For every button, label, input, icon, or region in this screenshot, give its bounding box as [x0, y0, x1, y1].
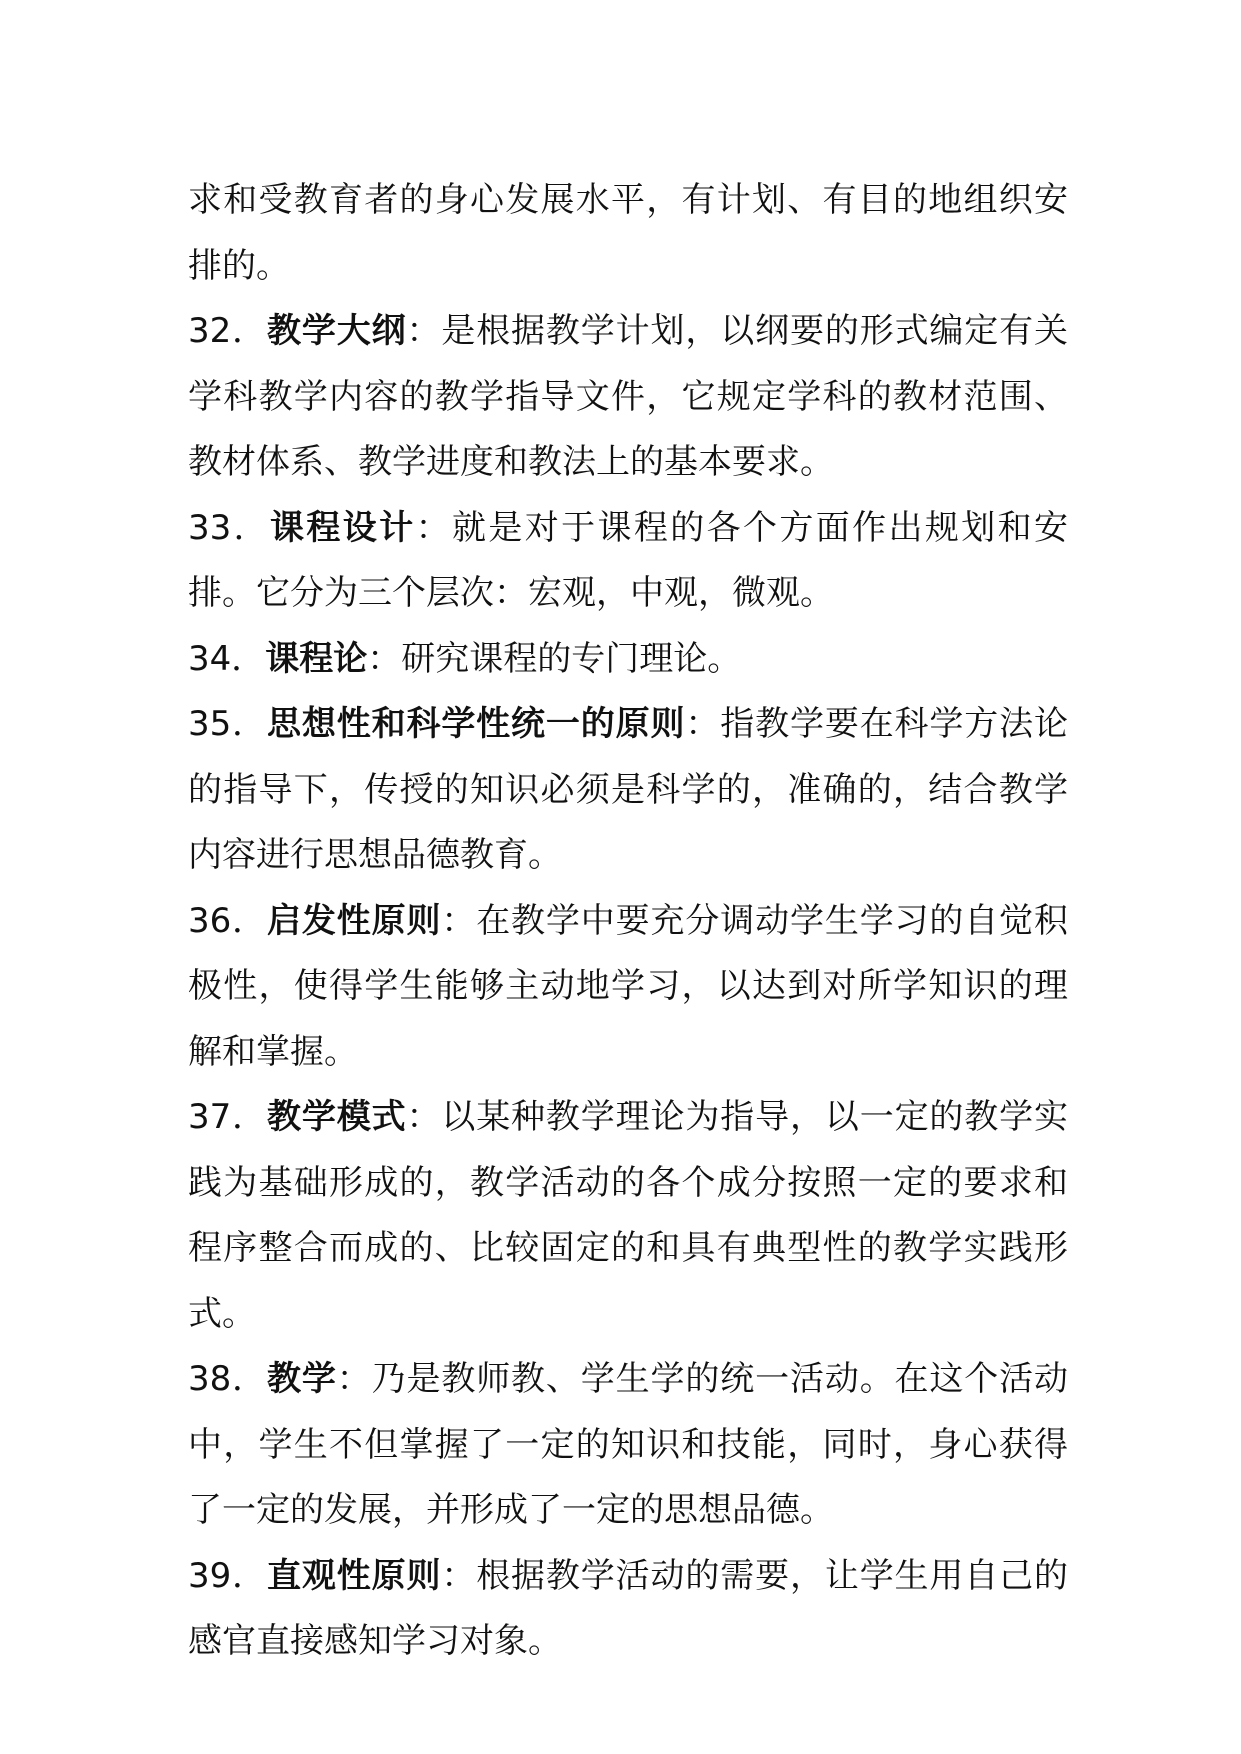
entry-text: ：就是对于课程的各个方面作出规划和安排。它分为三个层次：宏观，中观，微观。: [188, 507, 1069, 613]
entry-text: ：在教学中要充分调动学生学习的自觉积极性，使得学生能够主动地学习，以达到对所学知识的理解和掌握。: [188, 900, 1069, 1072]
paragraph-entry-37: [188, 1085, 1068, 1347]
entry-term: 课程论: [265, 638, 368, 679]
entry-term: 思想性和科学性统一的原则: [267, 704, 686, 744]
paragraph-entry-38: [188, 1347, 1068, 1544]
entry-number: 37．: [188, 1097, 267, 1137]
entry-number: 39．: [188, 1555, 267, 1596]
entry-number: 35．: [188, 704, 267, 744]
entry-number: 34．: [188, 638, 266, 679]
entry-term: 教学大纲: [267, 311, 407, 351]
entry-text: ：研究课程的专门理论。: [367, 638, 742, 679]
paragraph-entry-32: [188, 299, 1068, 496]
entry-text: ：乃是教师教、学生学的统一活动。在这个活动中，学生不但掌握了一定的知识和技能，同时，身心获得了一定的发展，并形成了一定的思想品德。: [188, 1359, 1069, 1530]
entry-term: 课程设计: [270, 507, 416, 548]
entry-number: 36．: [188, 900, 267, 941]
entry-term: 直观性原则: [267, 1555, 442, 1596]
document-body: [188, 168, 1068, 1675]
paragraph-continuation: [188, 168, 1068, 299]
paragraph-entry-34: [188, 627, 1068, 693]
paragraph-entry-35: [188, 692, 1068, 889]
entry-term: 启发性原则: [267, 900, 442, 941]
entry-term: 教学: [267, 1359, 337, 1399]
paragraph-entry-39: [188, 1544, 1068, 1675]
entry-number: 33．: [188, 507, 271, 548]
entry-text: ：是根据教学计划，以纲要的形式编定有关学科教学内容的教学指导文件，它规定学科的教材范围、教材体系、教学进度和教法上的基本要求。: [188, 311, 1069, 482]
paragraph-entry-33: [188, 496, 1068, 627]
entry-number: 32．: [188, 311, 267, 351]
entry-text: ：根据教学活动的需要，让学生用自己的感官直接感知学习对象。: [188, 1555, 1069, 1661]
entry-number: 38．: [188, 1359, 267, 1399]
entry-text: ：以某种教学理论为指导，以一定的教学实践为基础形成的，教学活动的各个成分按照一定的要求和程序整合而成的、比较固定的和具有典型性的教学实践形式。: [188, 1097, 1069, 1334]
entry-term: 教学模式: [267, 1097, 407, 1137]
paragraph-entry-36: [188, 889, 1068, 1086]
entry-text: 求和受教育者的身心发展水平，有计划、有目的地组织安排的。: [188, 180, 1068, 286]
entry-text: ：指教学要在科学方法论的指导下，传授的知识必须是科学的，准确的，结合教学内容进行思想品德教育。: [188, 704, 1069, 875]
